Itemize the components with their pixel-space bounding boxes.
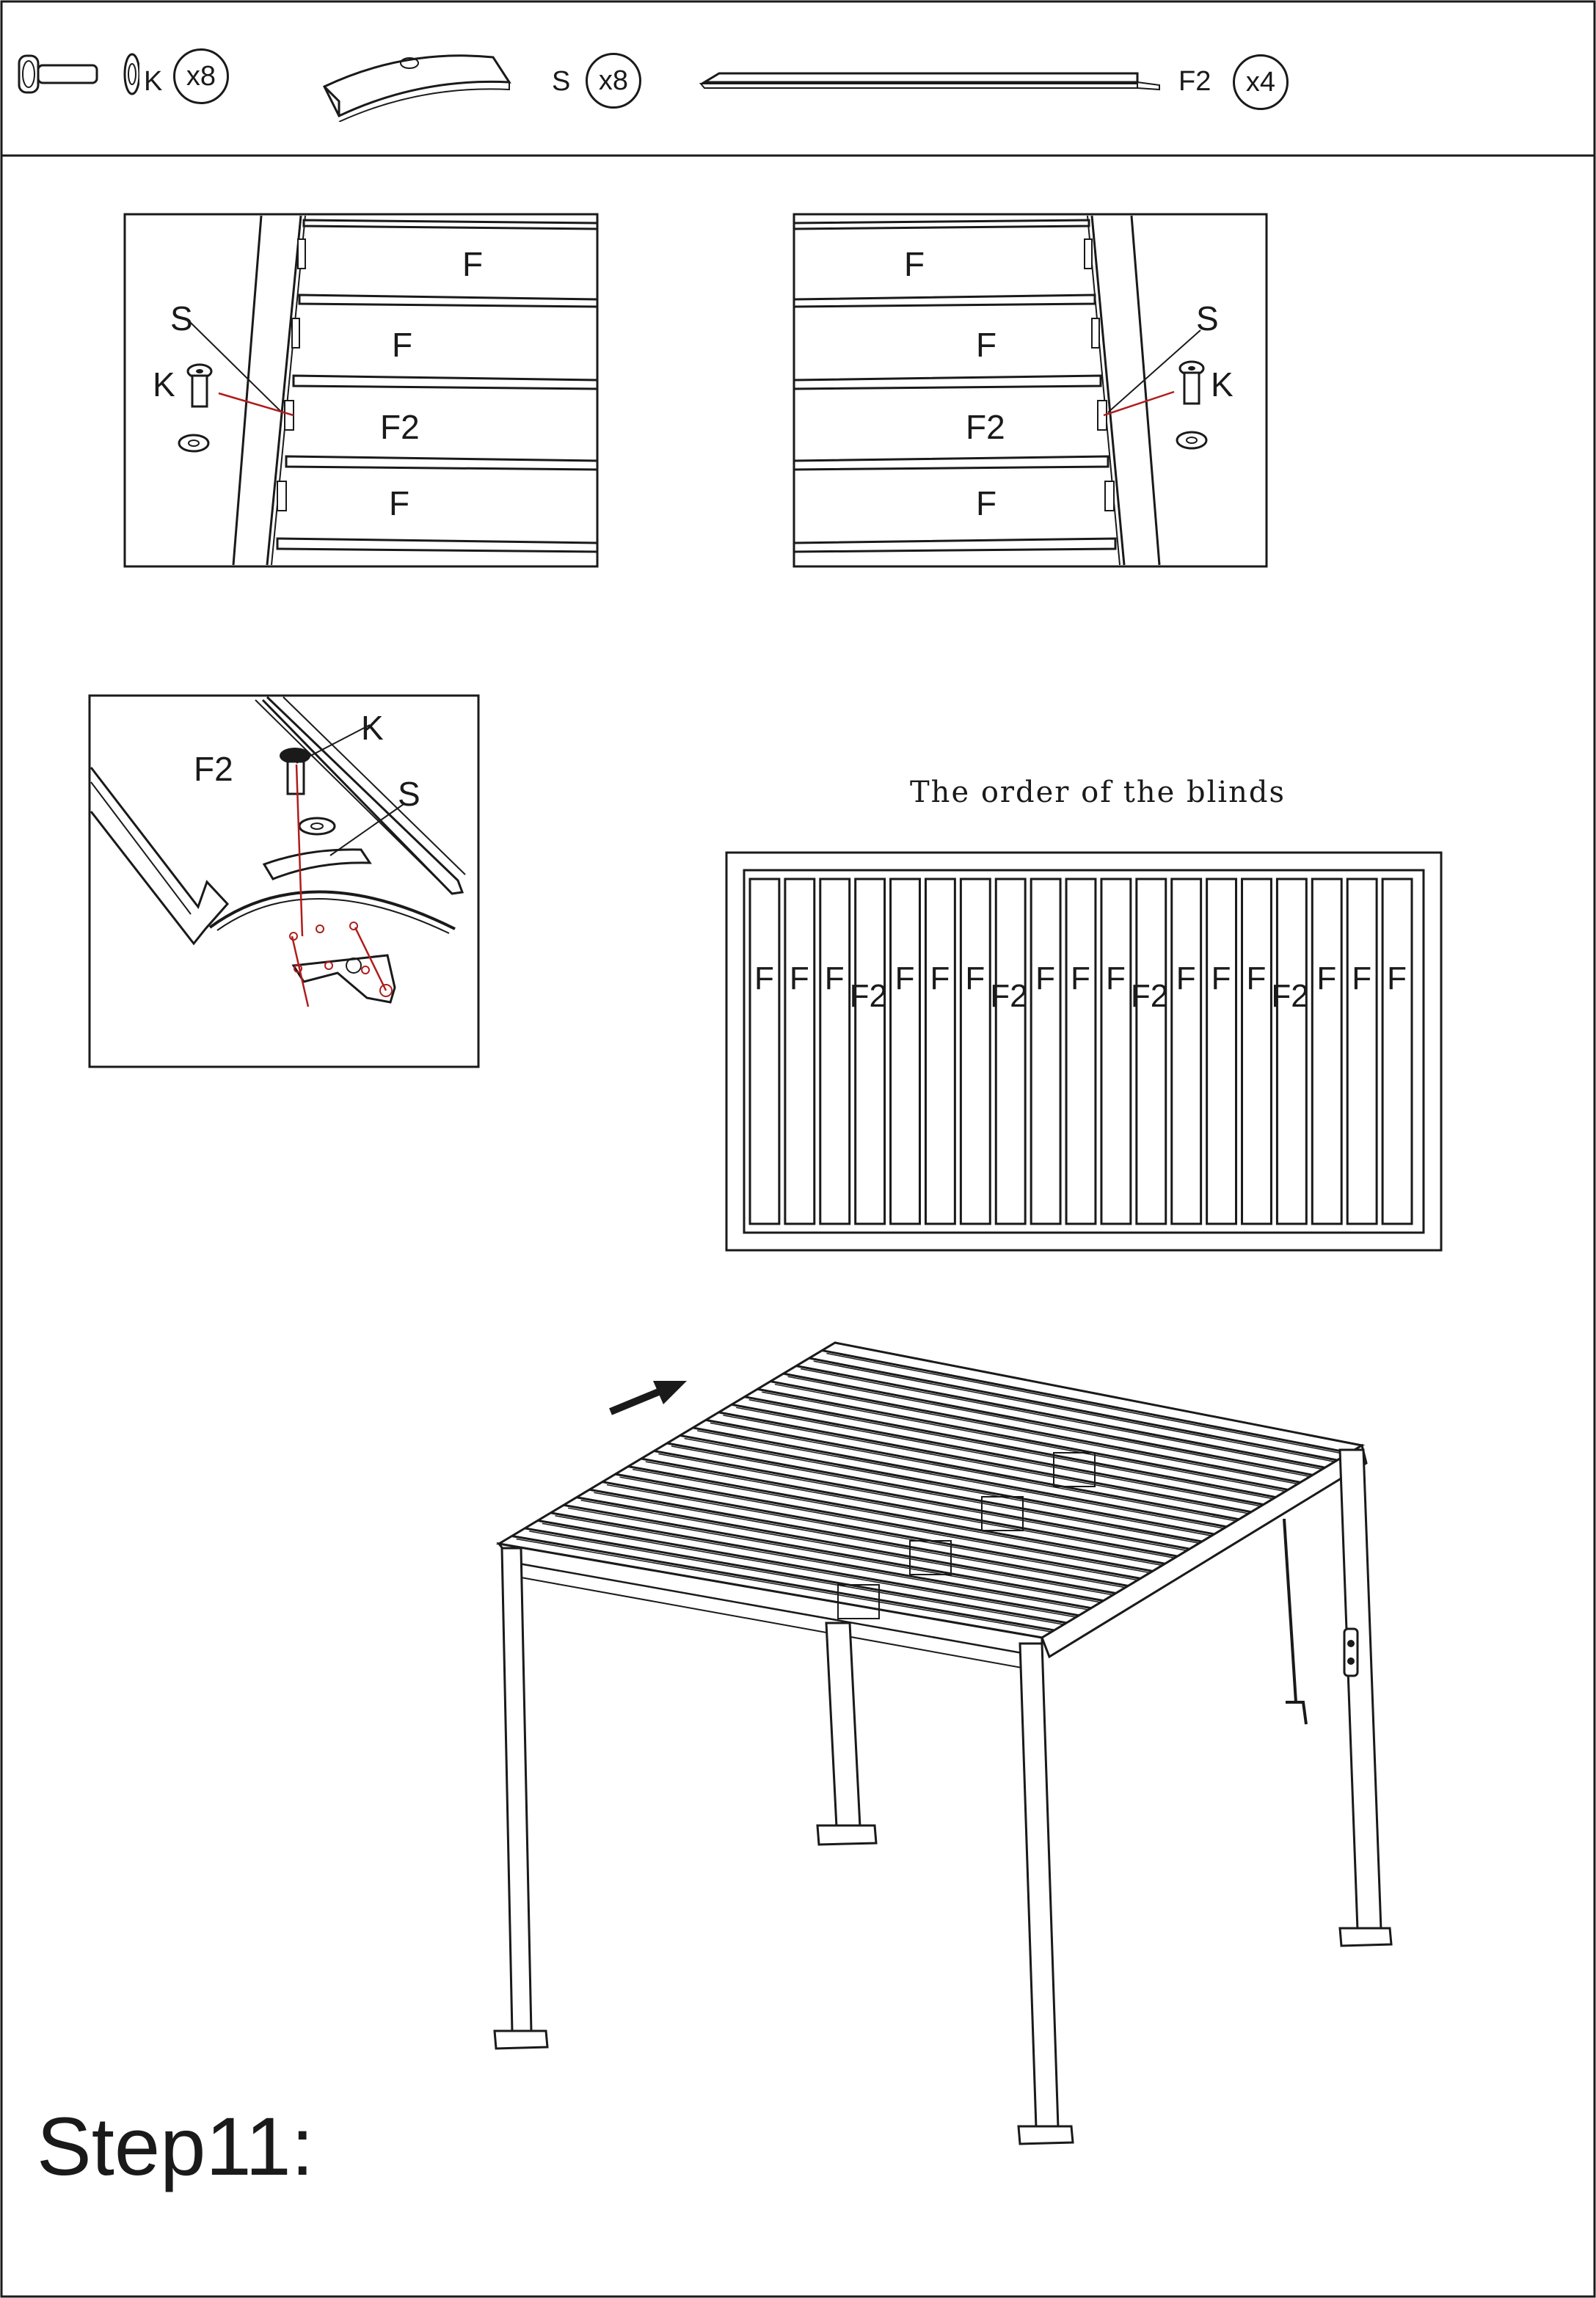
blind-slat <box>1172 879 1201 1224</box>
pergola-assembly-drawing <box>440 1321 1394 2157</box>
blind-slat-label: F <box>1105 960 1126 996</box>
blind-slat-label: F2 <box>990 978 1028 1014</box>
blind-slat-label: F2 <box>1130 978 1169 1014</box>
post <box>1020 1644 1058 2128</box>
slat-label: F <box>976 484 997 522</box>
blind-slat-label: F <box>754 960 774 996</box>
blind-slat-label: F <box>894 960 915 996</box>
blind-slat <box>1242 879 1272 1224</box>
slat-label: F <box>392 326 413 364</box>
spacer-label: S <box>170 299 193 338</box>
blind-slat-label: F <box>1211 960 1231 996</box>
slat-label: F <box>462 245 484 283</box>
washer-icon <box>179 435 208 451</box>
blind-slat-label: F <box>1316 960 1337 996</box>
blind-slat-icon <box>697 66 1167 95</box>
blind-slat <box>820 879 850 1224</box>
blind-slat-label: F <box>1387 960 1407 996</box>
blind-slat <box>785 879 815 1224</box>
slat-label: F <box>976 326 997 364</box>
blind-slat-label: F <box>1035 960 1056 996</box>
blind-slat <box>1277 879 1306 1224</box>
slat-label: F2 <box>380 408 420 446</box>
slat-f2-label: F2 <box>194 750 233 788</box>
spacer-label: S <box>398 775 420 813</box>
slat-label: F2 <box>966 408 1005 446</box>
blind-slat-label: F <box>930 960 950 996</box>
blind-slat-label: F <box>1352 960 1372 996</box>
post <box>502 1548 531 2032</box>
blind-slat <box>891 879 920 1224</box>
bolt-and-washer-icon <box>15 50 139 101</box>
blind-slat <box>1382 879 1412 1224</box>
blind-slat-label: F2 <box>849 978 888 1014</box>
post <box>826 1623 860 1827</box>
detail-right-panel <box>792 213 1269 569</box>
blind-slat-label: F <box>1071 960 1090 996</box>
part-s-label: S <box>552 66 571 97</box>
blinds-order-diagram <box>725 851 1444 1253</box>
detail-closeup-panel <box>88 694 481 1070</box>
blind-slat-label: F <box>789 960 809 996</box>
parts-list <box>0 0 1596 157</box>
bolt-icon <box>188 365 211 406</box>
blind-slat <box>1312 879 1341 1224</box>
blind-slat <box>1137 879 1166 1224</box>
blind-slat <box>1066 879 1096 1224</box>
slat-label: F <box>904 245 925 283</box>
spacer-label: S <box>1196 299 1219 338</box>
bolt-label: K <box>361 709 384 747</box>
bolt-label: K <box>1211 365 1234 404</box>
blind-slat <box>1031 879 1060 1224</box>
bolt-icon <box>1180 362 1203 404</box>
blind-slat-label: F <box>824 960 845 996</box>
part-k-quantity: x8 <box>173 48 229 104</box>
blind-slat-label: F <box>1246 960 1267 996</box>
blind-slat <box>925 879 955 1224</box>
blinds-order-title: The order of the blinds <box>910 776 1286 809</box>
part-s-quantity: x8 <box>586 53 641 109</box>
insert-direction-arrow-icon <box>611 1381 687 1412</box>
slat-sequence <box>750 879 1412 1224</box>
bolt-label: K <box>153 365 175 404</box>
blind-slat <box>856 879 885 1224</box>
control-box <box>1344 1629 1358 1676</box>
post <box>1340 1450 1381 1930</box>
blind-slat <box>1347 879 1377 1224</box>
part-k-label: K <box>144 66 163 97</box>
blind-slat <box>1101 879 1131 1224</box>
blind-slat <box>961 879 990 1224</box>
slat-label: F <box>389 484 410 522</box>
blind-slat <box>1207 879 1236 1224</box>
part-f2-label: F2 <box>1178 66 1211 97</box>
curved-spacer-icon <box>317 48 515 122</box>
blind-slat <box>750 879 779 1224</box>
step-title: Step11: <box>37 2101 314 2192</box>
washer-icon <box>1177 432 1206 448</box>
blind-slat-label: F <box>1176 960 1196 996</box>
detail-left-panel <box>123 213 600 569</box>
part-f2-quantity: x4 <box>1233 54 1289 110</box>
blind-slat <box>996 879 1025 1224</box>
blind-slat-label: F2 <box>1271 978 1309 1014</box>
blind-slat-label: F <box>965 960 985 996</box>
